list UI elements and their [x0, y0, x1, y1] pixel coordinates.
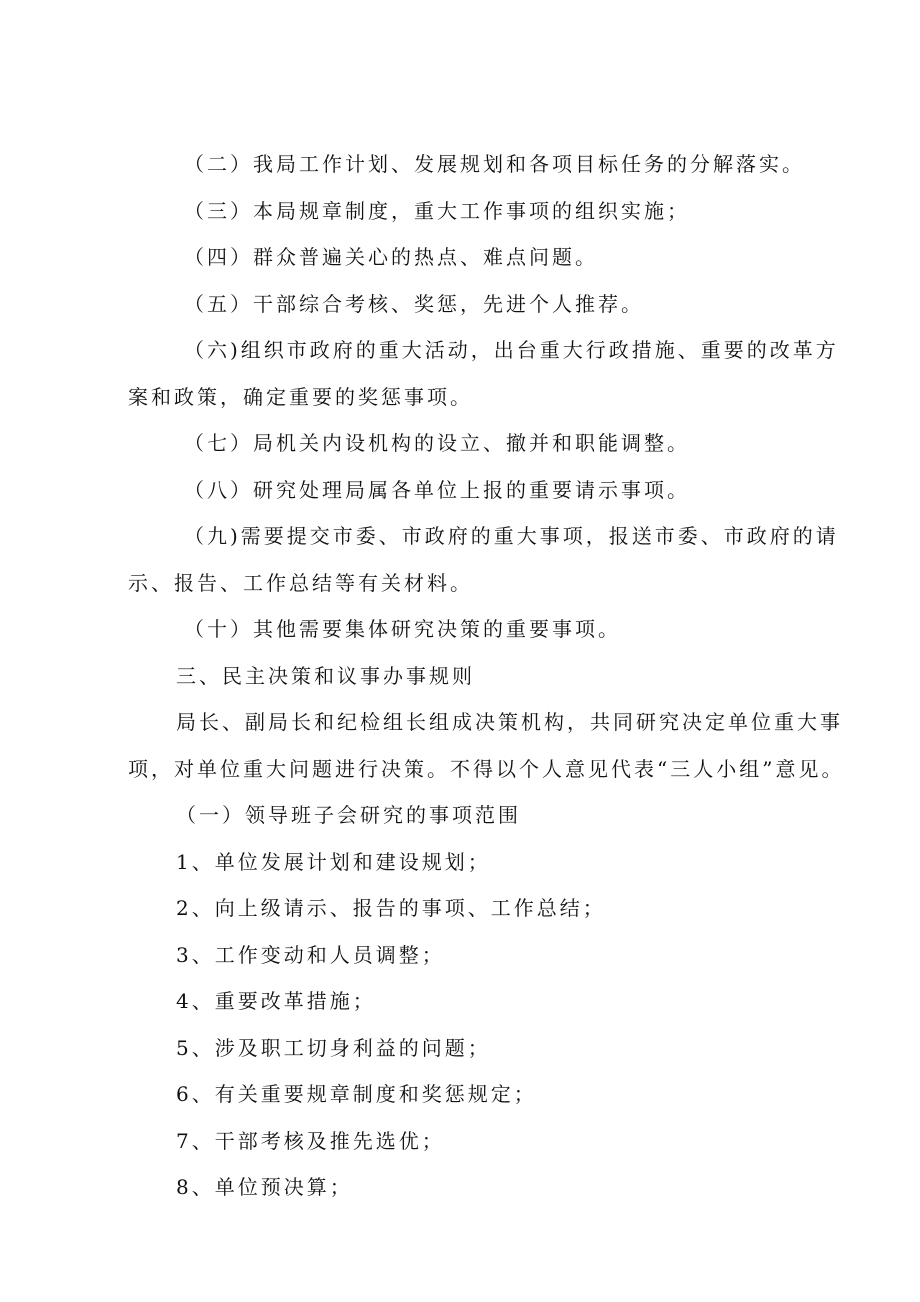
list-item: 1、单位发展计划和建设规划；: [176, 849, 491, 874]
paragraph-item-4: [128, 239, 808, 286]
list-item: 6、有关重要规章制度和奖惩规定；: [176, 1082, 537, 1106]
paragraph-line: （九)需要提交市委、市政府的重大事项，报送市委、市政府的请: [184, 524, 839, 548]
list-item-6: [128, 1076, 808, 1123]
list-item-3: [128, 937, 808, 984]
paragraph-item-2: [128, 146, 808, 193]
list-item-7: [128, 1123, 808, 1170]
paragraph-item-6: [128, 332, 839, 425]
section-heading: 三、民主决策和议事办事规则: [176, 663, 475, 688]
paragraph-item-9: [128, 518, 839, 611]
list-item-5: [128, 1030, 808, 1077]
body-paragraph: [128, 704, 845, 797]
paragraph-line: （二）我局工作计划、发展规划和各项目标任务的分解落实。: [184, 152, 805, 176]
list-item-4: [128, 983, 808, 1030]
list-item: 8、单位预决算；: [176, 1175, 353, 1199]
paragraph-line: （六)组织市政府的重大活动，出台重大行政措施、重要的改革方: [184, 338, 839, 362]
paragraph-line: （八）研究处理局属各单位上报的重要请示事项。: [184, 477, 690, 502]
paragraph-line: （三）本局规章制度，重大工作事项的组织实施；: [184, 198, 690, 223]
list-item: 4、重要改革措施；: [176, 989, 376, 1013]
list-item-2: [128, 890, 808, 937]
list-item: 5、涉及职工切身利益的问题；: [176, 1035, 491, 1060]
paragraph-line: 案和政策，确定重要的奖惩事项。: [128, 384, 473, 409]
list-item: 7、干部考核及推先选优；: [176, 1128, 445, 1153]
paragraph-item-5: [128, 286, 808, 333]
paragraph-line: （七）局机关内设机构的设立、撤并和职能调整。: [184, 431, 690, 455]
paragraph-line: （五）干部综合考核、奖惩，先进个人推荐。: [184, 291, 644, 316]
list-item-8: [128, 1169, 808, 1216]
paragraph-line: 示、报告、工作总结等有关材料。: [128, 570, 473, 595]
paragraph-item-7: [128, 425, 808, 472]
list-item-1: [128, 844, 808, 891]
paragraph-line: 局长、副局长和纪检组长组成决策机构，共同研究决定单位重大事: [176, 710, 843, 734]
list-item: 2、向上级请示、报告的事项、工作总结；: [176, 896, 606, 920]
list-item: 3、工作变动和人员调整；: [176, 942, 445, 967]
paragraph-item-10: [128, 611, 808, 658]
paragraph-line: 项，对单位重大问题进行决策。不得以个人意见代表“三人小组”意见。: [128, 756, 845, 781]
paragraph-item-8: [128, 472, 808, 519]
paragraph-line: （四）群众普遍关心的热点、难点问题。: [184, 245, 598, 269]
document-body: [128, 146, 845, 1216]
paragraph-line: （十）其他需要集体研究决策的重要事项。: [184, 617, 621, 641]
section-heading-3: [128, 658, 808, 705]
subsection-heading: （一）领导班子会研究的事项范围: [176, 803, 521, 827]
subsection-heading-1: [128, 797, 808, 844]
paragraph-item-3: [128, 193, 808, 240]
